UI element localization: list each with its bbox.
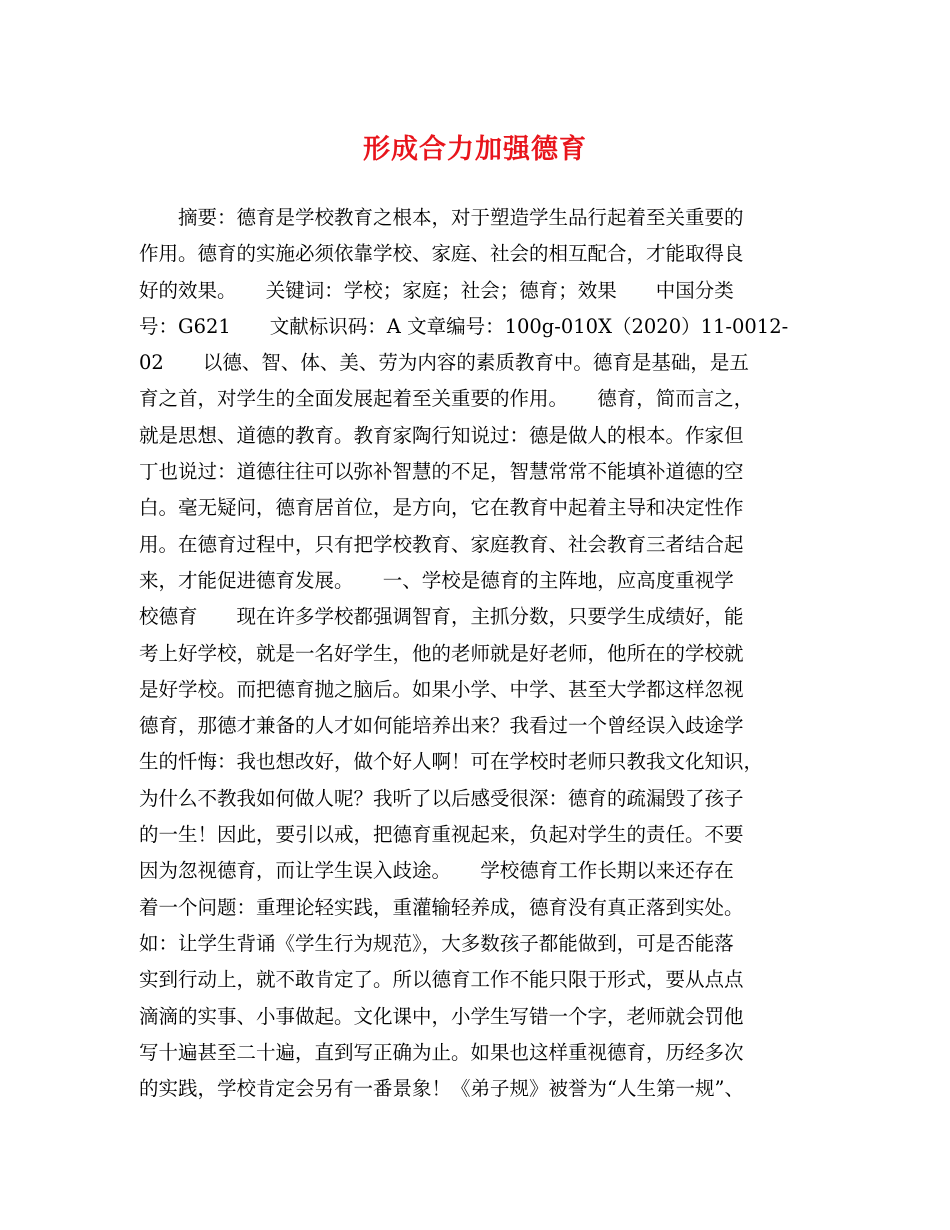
body-line: 如：让学生背诵《学生行为规范》，大多数孩子都能做到，可是否能落 (139, 931, 734, 955)
body-line: 着一个问题：重理论轻实践，重灌输轻养成，德育没有真正落到实处。 (139, 895, 744, 919)
body-line: 的一生！因此，要引以戒，把德育重视起来，负起对学生的责任。不要 (139, 823, 744, 847)
body-line: 校德育 现在许多学校都强调智育，主抓分数，只要学生成绩好，能 (139, 605, 744, 629)
body-line: 的实践，学校肯定会另有一番景象！《弟子规》被誉为“人生第一规”、 (139, 1077, 744, 1101)
body-line: 丁也说过：道德往往可以弥补智慧的不足，智慧常常不能填补道德的空 (139, 460, 744, 484)
body-line: 是好学校。而把德育抛之脑后。如果小学、中学、甚至大学都这样忽视 (139, 677, 744, 701)
body-line: 就是思想、道德的教育。教育家陶行知说过：德是做人的根本。作家但 (139, 423, 744, 447)
body-line: 白。毫无疑问，德育居首位，是方向，它在教育中起着主导和决定性作 (139, 496, 744, 520)
body-line: 因为忽视德育，而让学生误入歧途。 学校德育工作长期以来还存在 (139, 859, 734, 883)
body-line: 摘要：德育是学校教育之根本，对于塑造学生品行起着至关重要的 (139, 206, 744, 229)
body-line: 育之首，对学生的全面发展起着至关重要的作用。 德育，简而言之， (139, 387, 754, 411)
document-title: 形成合力加强德育 (363, 134, 587, 165)
body-line: 写十遍甚至二十遍，直到写正确为止。如果也这样重视德育，历经多次 (139, 1040, 744, 1064)
body-line: 生的忏悔：我也想改好，做个好人啊！可在学校时老师只教我文化知识， (139, 750, 764, 774)
document-body (139, 200, 829, 1107)
body-line: 实到行动上，就不敢肯定了。所以德育工作不能只限于形式，要从点点 (139, 968, 744, 992)
body-line: 号：G621 文献标识码：A 文章编号：100g-010X（2020）11-0012- (139, 314, 789, 338)
body-line: 德育，那德才兼备的人才如何能培养出来？我看过一个曾经误入歧途学 (139, 714, 744, 738)
body-line: 02 以德、智、体、美、劳为内容的素质教育中。德育是基础，是五 (139, 351, 749, 375)
body-line: 作用。德育的实施必须依靠学校、家庭、社会的相互配合，才能取得良 (139, 242, 744, 266)
body-line: 用。在德育过程中，只有把学校教育、家庭教育、社会教育三者结合起 (139, 532, 744, 556)
body-line: 好的效果。 关键词：学校；家庭；社会；德育；效果 中国分类 (139, 278, 734, 302)
body-line: 考上好学校，就是一名好学生，他的老师就是好老师，他所在的学校就 (139, 641, 744, 665)
body-line: 滴滴的实事、小事做起。文化课中，小学生写错一个字，老师就会罚他 (139, 1004, 744, 1028)
body-line: 为什么不教我如何做人呢？我听了以后感受很深：德育的疏漏毁了孩子 (139, 786, 744, 810)
body-line: 来，才能促进德育发展。 一、学校是德育的主阵地，应高度重视学 (139, 568, 734, 592)
